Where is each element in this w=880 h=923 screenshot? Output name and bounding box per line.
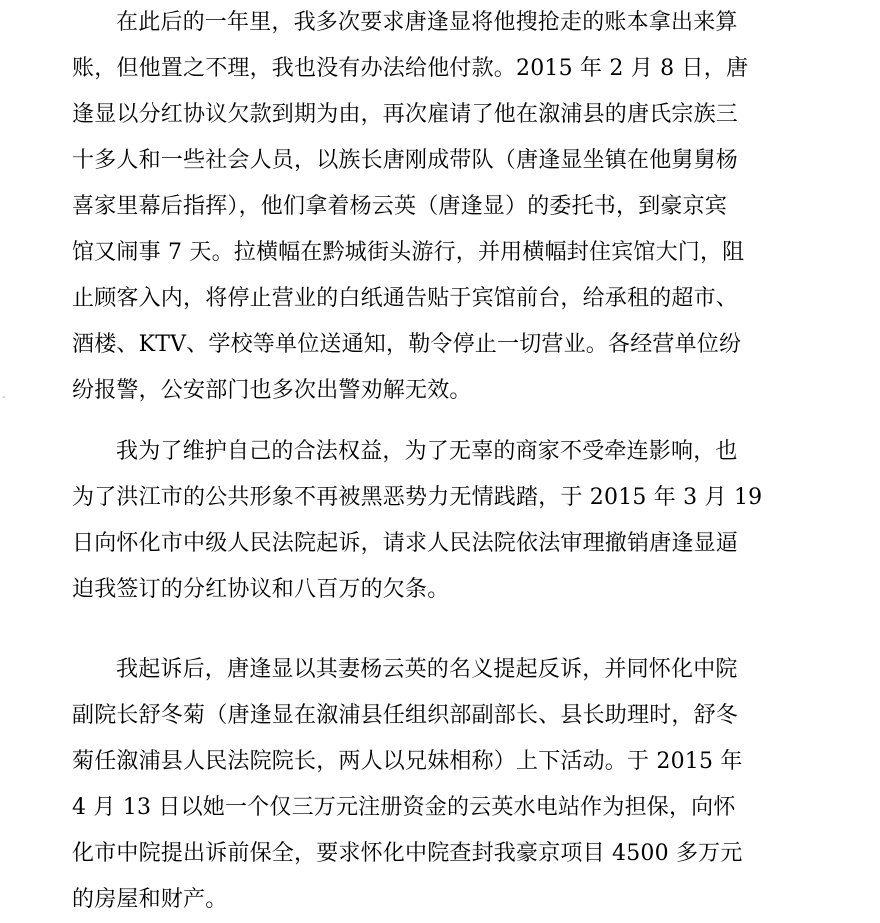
paragraph-line: 止顾客入内，将停止营业的白纸通告贴于宾馆前台，给承租的超市、 (72, 286, 739, 311)
paragraph-3 (72, 647, 812, 923)
paragraph-1 (72, 0, 812, 414)
paragraph-2 (72, 429, 812, 613)
paragraph-line: 喜家里幕后指挥），他们拿着杨云英（唐逢显）的委托书，到豪京宾 (72, 194, 728, 219)
paragraph-line: 账，但他置之不理，我也没有办法给他付款。2015 年 2 月 8 日，唐 (72, 56, 749, 81)
paragraph-line: 的房屋和财产。 (72, 887, 228, 912)
paragraph-line: 迫我签订的分红协议和八百万的欠条。 (72, 577, 450, 602)
paragraph-line: 在此后的一年里，我多次要求唐逢显将他搜抢走的账本拿出来算 (116, 10, 738, 35)
paragraph-line: 我起诉后，唐逢显以其妻杨云英的名义提起反诉，并同怀化中院 (116, 657, 738, 682)
paragraph-line: 为了洪江市的公共形象不再被黑恶势力无情践踏，于 2015 年 3 月 19 (72, 485, 763, 510)
paragraph-line: 菊任溆浦县人民法院院长，两人以兄妹相称）上下活动。于 2015 年 (72, 749, 743, 774)
paragraph-line: 化市中院提出诉前保全，要求怀化中院查封我豪京项目 4500 多万元 (72, 841, 743, 866)
paragraph-line: 纷报警，公安部门也多次出警劝解无效。 (72, 378, 472, 403)
paragraph-line: 逢显以分红协议欠款到期为由，再次雇请了他在溆浦县的唐氏宗族三 (72, 102, 739, 127)
paragraph-line: 十多人和一些社会人员，以族长唐刚成带队（唐逢显坐镇在他舅舅杨 (72, 148, 739, 173)
paragraph-line: 日向怀化市中级人民法院起诉，请求人民法院依法审理撤销唐逢显逼 (72, 531, 739, 556)
paragraph-line: 馆又闹事 7 天。拉横幅在黔城街头游行，并用横幅封住宾馆大门，阻 (72, 240, 745, 265)
paragraph-line: 我为了维护自己的合法权益，为了无辜的商家不受牵连影响，也 (116, 439, 738, 464)
margin-marker-icon: ˅ (2, 396, 6, 404)
paragraph-line: 4 月 13 日以她一个仅三万元注册资金的云英水电站作为担保，向怀 (72, 795, 736, 820)
paragraph-line: 副院长舒冬菊（唐逢显在溆浦县任组织部副部长、县长助理时，舒冬 (72, 703, 739, 728)
paragraph-line: 酒楼、KTV、学校等单位送通知，勒令停止一切营业。各经营单位纷 (72, 332, 742, 357)
